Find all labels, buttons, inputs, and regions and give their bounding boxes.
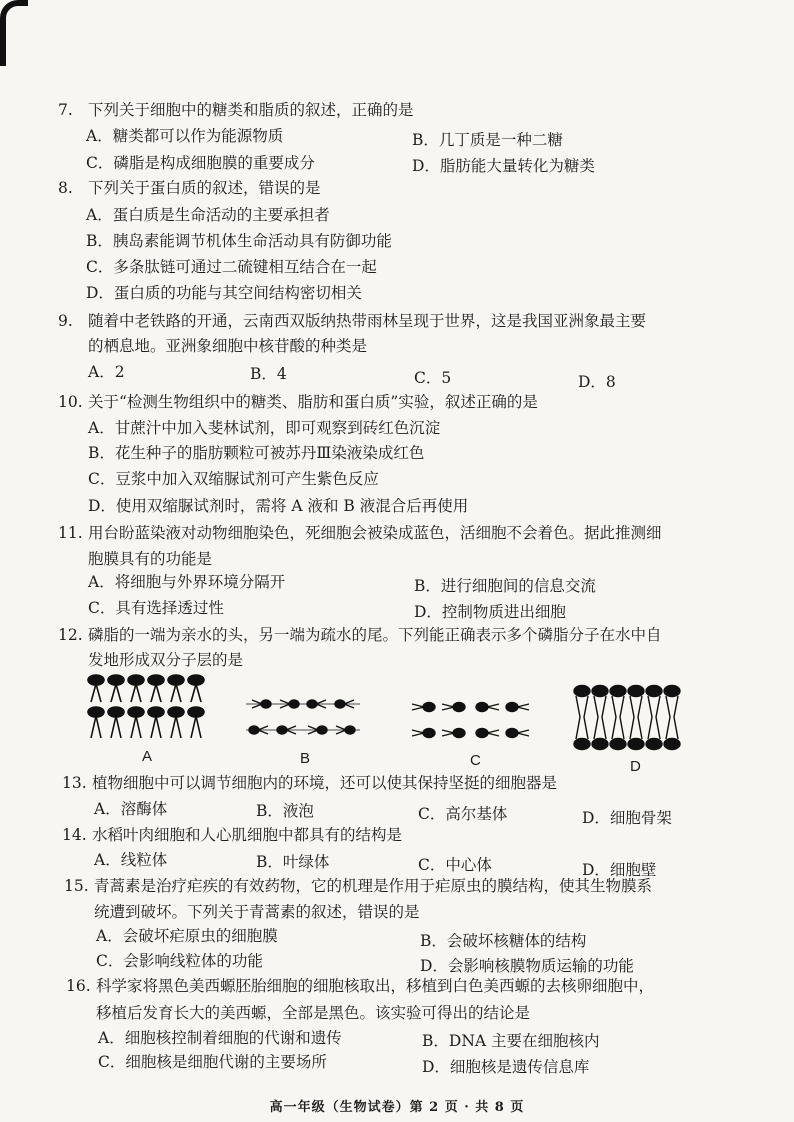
question-12-stem: 12. 磷脂的一端为亲水的头，另一端为疏水的尾。下列能正确表示多个磷脂分子在水中自 (58, 626, 662, 644)
option: A．会破坏疟原虫的细胞膜 (96, 927, 278, 945)
option: D．8 (578, 373, 616, 391)
question-9-stem-cont: 的栖息地。亚洲象细胞中核苷酸的种类是 (88, 337, 368, 355)
option: C．中心体 (418, 856, 492, 874)
option: C．磷脂是构成细胞膜的重要成分 (86, 154, 315, 172)
question-number: 16. (66, 977, 91, 995)
option: D．使用双缩脲试剂时，需将 A 液和 B 液混合后再使用 (88, 497, 469, 515)
option: D．细胞核是遗传信息库 (422, 1058, 590, 1076)
option: A．线粒体 (94, 851, 168, 869)
question-13-stem: 13. 植物细胞中可以调节细胞内的环境，还可以使其保持坚挺的细胞器是 (62, 774, 558, 792)
question-10-stem: 10. 关于“检测生物组织中的糖类、脂肪和蛋白质”实验，叙述正确的是 (58, 393, 538, 411)
question-11-stem: 11. 用台盼蓝染液对动物细胞染色，死细胞会被染成蓝色，活细胞不会着色。据此推测细 (58, 524, 662, 542)
option: B．花生种子的脂肪颗粒可被苏丹Ⅲ染液染成红色 (88, 444, 425, 462)
option: A．糖类都可以作为能源物质 (86, 127, 284, 145)
option: A．蛋白质是生命活动的主要承担者 (86, 206, 330, 224)
question-14-stem: 14. 水稻叶肉细胞和人心肌细胞中都具有的结构是 (62, 826, 403, 844)
question-12-stem-cont: 发地形成双分子层的是 (88, 651, 244, 669)
question-16-stem: 16. 科学家将黑色美西螈胚胎细胞的细胞核取出，移植到白色美西螈的去核卵细胞中， (66, 977, 655, 995)
option: B．几丁质是一种二糖 (412, 131, 563, 149)
option: C．高尔基体 (418, 805, 508, 823)
option: A．2 (88, 363, 125, 381)
diagram-label-a: A (142, 748, 153, 765)
question-number: 14. (62, 826, 87, 844)
option: C．具有选择透过性 (88, 599, 224, 617)
option: B．4 (250, 365, 287, 383)
option: B．进行细胞间的信息交流 (414, 577, 596, 595)
option: A．将细胞与外界环境分隔开 (88, 573, 286, 591)
bottom-row (88, 707, 204, 738)
option: B．叶绿体 (256, 853, 330, 871)
option: B．会破坏核糖体的结构 (420, 932, 587, 950)
option: A．溶酶体 (94, 800, 168, 818)
page-corner-mark (0, 0, 28, 66)
question-number: 13. (62, 774, 87, 792)
question-7-stem: 7. 下列关于细胞中的糖类和脂质的叙述，正确的是 (58, 101, 414, 119)
question-8-stem: 8. 下列关于蛋白质的叙述，错误的是 (58, 179, 321, 197)
phospholipid-diagram-a (86, 672, 206, 746)
question-9-stem: 9. 随着中老铁路的开通，云南西双版纳热带雨林呈现于世界，这是我国亚洲象最主要 (58, 312, 647, 330)
option: C．豆浆中加入双缩脲试剂可产生紫色反应 (88, 470, 379, 488)
option: D．细胞壁 (582, 861, 657, 879)
option: D．会影响核膜物质运输的功能 (420, 957, 634, 975)
question-number: 15. (64, 877, 89, 895)
phospholipid-diagram-c (410, 696, 532, 744)
option: B．DNA 主要在细胞核内 (422, 1032, 600, 1050)
question-number: 10. (58, 393, 83, 411)
page-footer: 高一年级（生物试卷）第 2 页 · 共 8 页 (269, 1100, 525, 1115)
diagram-label-d: D (630, 758, 641, 775)
phospholipid-diagram-d (572, 684, 686, 752)
phospholipid-diagram-b (244, 694, 362, 740)
question-number: 12. (58, 626, 83, 644)
option: C．细胞核是细胞代谢的主要场所 (98, 1053, 327, 1071)
option: D．细胞骨架 (582, 809, 672, 827)
option: C．多条肽链可通过二硫键相互结合在一起 (86, 258, 377, 276)
option: D．蛋白质的功能与其空间结构密切相关 (86, 284, 362, 302)
question-number: 11. (58, 524, 83, 542)
option: B．液泡 (256, 802, 314, 820)
diagram-label-b: B (300, 750, 311, 767)
question-11-stem-cont: 胞膜具有的功能是 (88, 550, 213, 568)
option: D．控制物质进出细胞 (414, 603, 566, 621)
question-number: 8. (58, 179, 73, 197)
question-number: 9. (58, 312, 73, 330)
option: B．胰岛素能调节机体生命活动具有防御功能 (86, 232, 392, 250)
question-15-stem: 15. 青蒿素是治疗疟疾的有效药物，它的机理是作用于疟原虫的膜结构，使其生物膜系 (64, 877, 653, 895)
option: D．脂肪能大量转化为糖类 (412, 157, 595, 175)
question-16-stem-cont: 移植后发育长大的美西螈，全部是黑色。该实验可得出的结论是 (96, 1004, 531, 1022)
option: A．甘蔗汁中加入斐林试剂，即可观察到砖红色沉淀 (88, 419, 441, 437)
question-15-stem-cont: 统遭到破坏。下列关于青蒿素的叙述，错误的是 (94, 903, 420, 921)
diagram-label-c: C (470, 752, 481, 769)
question-number: 7. (58, 101, 73, 119)
top-row (88, 675, 204, 702)
option: C．会影响线粒体的功能 (96, 952, 263, 970)
option: C．5 (414, 369, 452, 387)
option: A．细胞核控制着细胞的代谢和遗传 (98, 1029, 342, 1047)
